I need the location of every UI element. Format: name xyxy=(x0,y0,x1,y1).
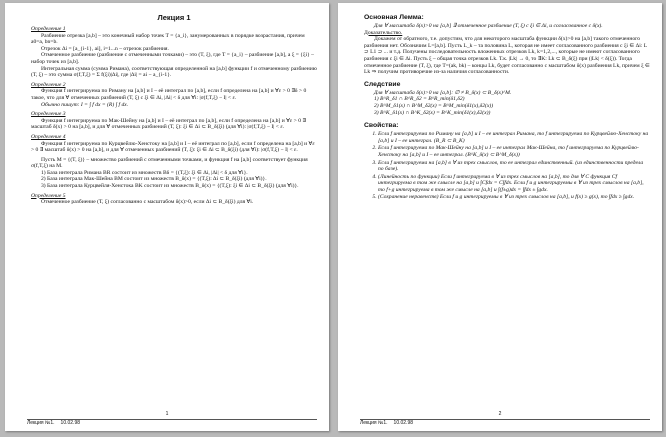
footer-lecture: Лекция №1. xyxy=(360,420,388,426)
mcshane-base-text: 2) База интеграла Мак-Шейна BM состоит из множеств B_δ(x) = {(T,ξ): Δi ⊂ B_δ(ξi) (для ∀i)}. xyxy=(41,176,267,183)
proof-heading: Доказательство. xyxy=(364,29,403,36)
page-2 xyxy=(338,3,662,431)
lecture-title: Лекция 1 xyxy=(157,13,191,22)
definition-3-heading: Определение 3 xyxy=(31,111,66,118)
definition-1-text-3: Отмеченное разбиение (разбиение с отмеченными точками) – это (T, ξ), где T = {a_i} – разбиение [a,b], a ξ = {ξi} – набор точек из [a,b]. xyxy=(31,52,314,65)
property-5: 5. (Сохранение неравенств) Если f и g интегрируемы в ∀ из трех смыслов на [a,b], u f(x) ≥ g(x), то ∫fdx ≥ ∫gdx. xyxy=(378,194,650,201)
footer-lecture: Лекция №1. xyxy=(27,420,55,426)
property-3: 3. Если f интегрируема на [a,b] в ∀ из трех смыслов, то ее интеграл единственный. (из единственности предела по базе). xyxy=(378,160,650,173)
definition-5-text: Отмеченное разбиение (T, ξ) согласованно с масштабом δ(x)>0, если Δi ⊂ B_δ(ξi) для ∀i. xyxy=(41,199,254,206)
property-4: 4. (Линейность по функции) Если f интегрируема в ∀ из трех смыслов на [a,b], то для ∀ C функция Cf интегрируема в том же смысле на [a,b] и ∫Cfdx = C∫fdx. Если f и g интегрируемы в ∀ из трех смыслов на [a,b], то f+g интегрируема в том же смысле на [a,b] и ∫(f±g)dx = ∫fdx ± ∫gdx. xyxy=(378,174,650,194)
page-footer xyxy=(360,419,650,427)
corollary-item-2: 2) B^M_δ1(x) ∩ B^M_δ2(x) = B^M_min(δ1(x),δ2(x)) xyxy=(374,102,494,109)
definition-2-text-1: Функция f интегрируема по Риману на [a,b] и I – её интеграл по [a,b], если f определена на [a,b] и ∀ε > 0 ∃δ > 0 такое, что для ∀ отмеченных разбиений (T, ξ) с ξi ∈ Δi, |Δi| < δ для ∀i: |σ(f,T,ξ) − I| < ε. xyxy=(31,88,307,101)
riemann-base-text: 1) База интеграла Римана BR состоит из множеств Bδ = {(T,ξ): ξi ∈ Δi, |Δi| < δ для ∀i}. xyxy=(41,169,248,176)
definition-4-text: Функция f интегрируема по Курцвейлю-Хенстоку на [a,b] и I – её интеграл по [a,b], если f определена на [a,b] и ∀ε > 0 ∃ масштаб δ(x) > 0 на [a,b], и для ∀ отмеченных разбиений (T, ξ): ξi ∈ Δi ⊂ B_δ(ξi) (для ∀i): |σ(f,T,ξ) − I| < ε. xyxy=(31,140,315,154)
definition-1-text-1: Разбиение отрезка [a,b] – это конечный набор точек T = {a_i}, занумерованных в порядке возрастания, причем a0=a, bn=b. xyxy=(31,32,305,46)
definition-1-heading: Определение 1 xyxy=(31,26,66,32)
lemma-heading: Основная Лемма: xyxy=(364,14,424,21)
page-1 xyxy=(5,3,329,431)
partition-set-text: Пусть M = {(T, ξ)} – множество разбиений с отмеченными точками, и функция f на [a,b] соответствует функция σ(f,T,ξ) на M. xyxy=(31,156,308,170)
properties-heading: Свойства: xyxy=(364,122,399,130)
definition-2-heading: Определение 2 xyxy=(31,81,66,88)
property-2: 2. Если f интегрируема по Мак-Шейну на [a,b] и I – ее интеграл Мак-Шейна, то f интегрируема по Курцвейлю-Хенстоку на [a,b] и I – ее интеграл. (B^K_δ(x) ⊂ B^M_δ(x)) xyxy=(378,145,650,158)
definition-2-formula: Обычно пишут: I = ∫ f dx = (R) ∫ f dx. xyxy=(41,101,129,108)
footer-date: 10.02.98 xyxy=(393,420,414,426)
corollary-item-1: 1) B^R_δ1 ∩ B^R_δ2 = B^R_min(δ1,δ2) xyxy=(374,96,465,103)
definition-4-heading: Определение 4 xyxy=(31,133,66,140)
lemma-text: Для ∀ масштаба δ(x)>0 на [a,b] ∃ отмеченное разбиение (T, ξ) с ξi ∈ Δi, и согласованное с δ(x). xyxy=(374,23,603,29)
page-number: 1 xyxy=(165,411,169,417)
proof-text: Докажем от обратного, т.е. допустим, что для некоторого масштаба функции δ(x)>0 на [a,b] такого отмеченного разбиения нет. Обозначим L=[a,b]. Пусть L_k – та половина L, которая не имеет согласованного разбиения с ξi ∈ Δi: L ⊃ L1 ⊃ ... и т.д. Получены последовательность вложенных отрезков Lk, k=1,2,..., которые не имеют согласованного разбиения с ξi ∈ Δi. Пусть ξ – общая точка отрезков Lk. Т.к. |Lk| → 0, то ∃K: Lk ⊂ B_δ(ξ) при (|Lk| < δ(ξ)). Тогда отмеченное разбиение (T, ξ), где T=(ak, bk) – концы Lk, будет согласованно с масштабом δ(x) разбиения Lk, причем ξ ∈ Lk ⇒ получим противоречие из-за наличия согласованности. xyxy=(364,36,650,76)
corollary-text: Для ∀ масштаба δ(x)>0 на [a,b]: ∅ ≠ B_δ(x) ⊂ B_δ(x)^M. xyxy=(374,89,512,96)
corollary-item-3: 3) B^K_δ1(x) ∩ B^K_δ2(x) = B^K_min(δ1(x),δ2(x)) xyxy=(374,109,491,116)
page-number: 2 xyxy=(498,411,502,417)
kurzweil-base-text: 3) База интеграла Курцвейля-Хенстока BK состоит из множеств B_δ(x) = {(T,ξ): ξi ∈ Δi ⊂ B_δ(ξi) (для ∀i)}. xyxy=(41,183,299,190)
definition-1-text-4: Интегральная сумма (сумма Римана), соответствующая определенной на [a,b] функции f и отмеченному разбиению (T, ξ) – это сумма σ(f,T,ξ) = Σ f(ξi)|Δi|, где |Δi| = ai − a_{i-1}. xyxy=(31,65,317,79)
properties-list xyxy=(364,131,650,201)
corollary-heading: Следствие xyxy=(364,80,401,88)
page-footer xyxy=(27,419,317,427)
property-1: 1. Если f интегрируема по Риману на [a,b] и I – ее интеграл Римана, то f интегрируема по Курцвейлю-Хенстоку на [a,b] и I – ее интеграл. (B_R ⊂ B_K) xyxy=(378,131,650,144)
definition-5-heading: Определение 5 xyxy=(31,192,66,199)
definition-3-text: Функция f интегрируема по Мак-Шейну на [a,b] и I – её интеграл по [a,b], если f определена на [a,b] и ∀ε > 0 ∃ масштаб δ(x) > 0 на [a,b], и для ∀ отмеченных разбиений (T, ξ): ξi ∈ Δi ⊂ B_δ(ξi) (для ∀i): |σ(f,T,ξ) − I| < ε. xyxy=(31,117,306,131)
page-1-content xyxy=(31,11,317,206)
page-2-content xyxy=(364,11,650,202)
definition-1-text-2: Отрезок Δi = [a_{i-1}, ai], i=1...n – отрезок разбиения. xyxy=(41,45,169,52)
footer-date: 10.02.98 xyxy=(60,420,81,426)
